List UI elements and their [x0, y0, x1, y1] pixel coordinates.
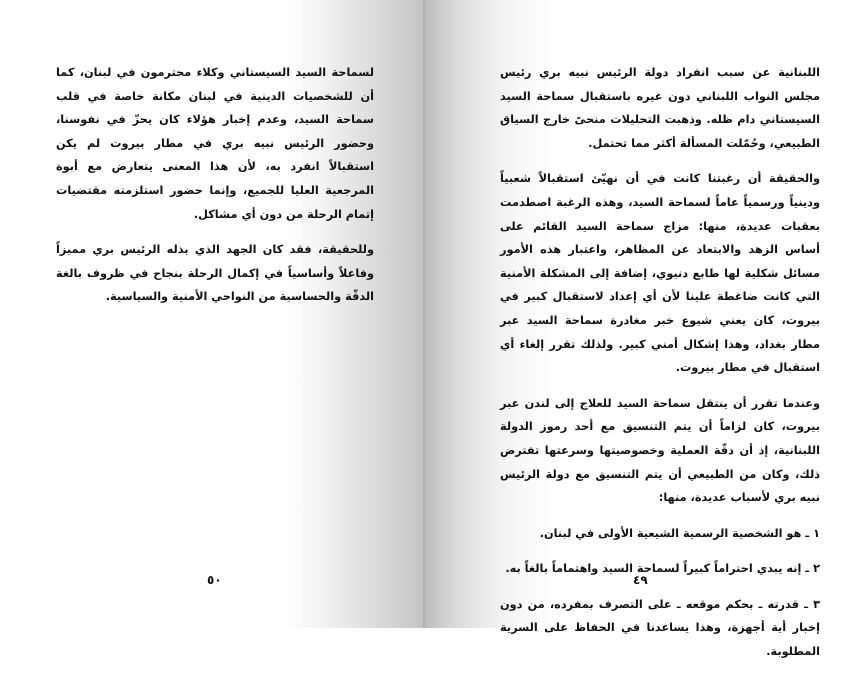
left-paragraph-1: لسماحة السيد السيستاني وكلاء محترمون في لبنان، كما أن للشخصيات الدينية في لبنان مكانة خاصة في قلب سماحة السيد، وعدم إخبار هؤلاء كان يحزّ في نفوسنا، وحضور الرئيس نبيه بري في مطار بيروت لم يكن استقبالاً انفرد به، لأن هذا المعنى يتعارض مع أبوة المرجعية العليا للجميع، وإنما حضور استلزمته مقتضيات إتمام الرحلة من دون أي مشاكل. [56, 66, 374, 221]
left-page [0, 0, 425, 628]
right-page-number: ٤٩ [633, 573, 648, 587]
left-page-text [56, 61, 374, 321]
left-paragraph-2: وللحقيقة، فقد كان الجهد الذي بذله الرئيس بري مميزاً وفاعلاً وأساسياً في إكمال الرحلة بنجاح في ظروف بالغة الدقّة والحساسية من النواحي الأمنية والسياسية. [56, 243, 374, 304]
right-paragraph-2: والحقيقة أن رغبتنا كانت في أن نهيّئ استقبالاً شعبياً ودينياً ورسمياً عاماً لسماحة السيد، وهذه الرغبة اصطدمت بعقبات عديدة، منها: مزاج سماحة السيد القائم على أساس الزهد والابتعاد عن المظاهر، واعتبار هذه الأمور مسائل شكلية لها طابع دنيوي، إضافة إلى المشكلة الأمنية التي كانت ضاغطة علينا لأن أي إعداد لاستقبال كبير في بيروت، كان يعني شيوع خبر مغادرة سماحة السيد عبر مطار بغداد، وهذا إشكال أمني كبير. ولذلك تقرر إلغاء أي استقبال في مطار بيروت. [500, 172, 820, 375]
list-item-2: ٢ ـ إنه يبدي احتراماً كبيراً لسماحة السيد واهتماماً بالغاً به. [505, 562, 820, 576]
right-page-text [500, 61, 820, 676]
list-item-1: ١ ـ هو الشخصية الرسمية الشيعية الأولى في لبنان. [539, 526, 820, 540]
left-page-number: ٥٠ [207, 573, 222, 587]
right-paragraph-1: اللبنانية عن سبب انفراد دولة الرئيس نبيه بري رئيس مجلس النواب اللبناني دون غيره باستقبال سماحة السيد السيستاني دام ظله. وذهبت التحليلات منحىً خارج السياق الطبيعي، وحُمّلت المسألة أكثر مما تحتمل. [500, 66, 820, 150]
list-item-3: ٣ ـ قدرته ـ بحكم موقعه ـ على التصرف بمفرده، من دون إخبار أية أجهزة، وهذا يساعدنا في الحفاظ على السرية المطلوبة. [500, 597, 820, 659]
right-paragraph-3: وعندما تقرر أن ينتقل سماحة السيد للعلاج إلى لندن عبر بيروت، كان لزاماً أن يتم التنسيق مع أحد رموز الدولة اللبنانية، إذ أن دقّة العملية وخصوصيتها وسرعتها تفترض ذلك، وكان من الطبيعي أن يتم التنسيق مع دولة الرئيس نبيه بري لأسباب عديدة، منها: [500, 396, 820, 505]
